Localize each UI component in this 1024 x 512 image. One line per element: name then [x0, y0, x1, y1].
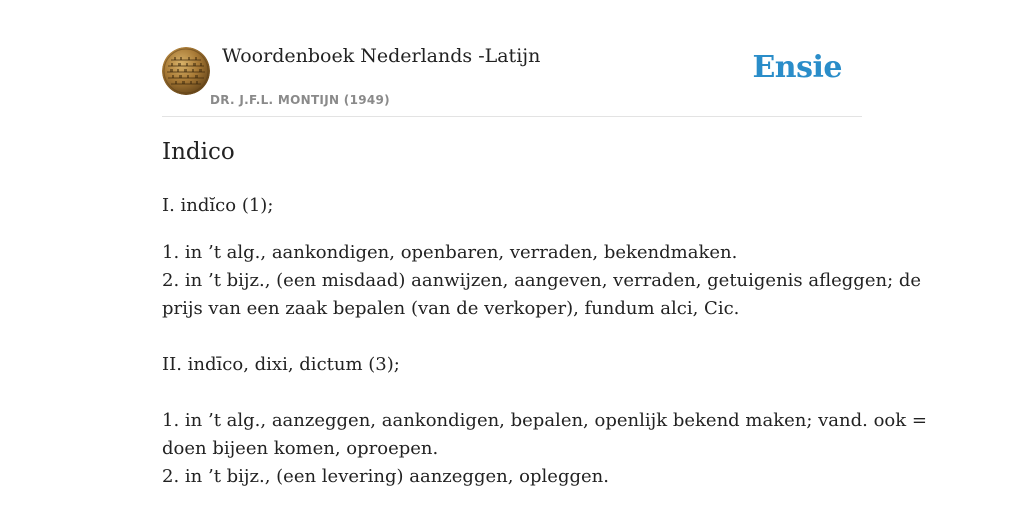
- brand-logo-link[interactable]: Ensie: [752, 50, 842, 85]
- author-byline: DR. J.F.L. MONTIJN (1949): [210, 93, 390, 107]
- definition-line: doen bijeen komen, oproepen.: [162, 438, 439, 459]
- latin-inscription-seal-icon: [162, 47, 210, 95]
- entry-title: Indico: [162, 139, 235, 165]
- definition-line: 2. in ’t bijz., (een misdaad) aanwijzen, aangeven, verraden, getuigenis afleggen; de: [162, 270, 922, 291]
- book-title: Woordenboek Nederlands -Latijn: [222, 45, 541, 67]
- definition-line: II. indīco, dixi, dictum (3);: [162, 354, 400, 375]
- site-header: [162, 0, 862, 117]
- definition-line: I. indĭco (1);: [162, 195, 274, 216]
- page: [162, 0, 927, 487]
- definition-line: 1. in ’t alg., aanzeggen, aankondigen, bepalen, openlijk bekend maken; vand. ook =: [162, 410, 927, 431]
- definition-line: prijs van een zaak bepalen (van de verkoper), fundum alci, Cic.: [162, 298, 740, 319]
- definition-line: 2. in ’t bijz., (een levering) aanzeggen, opleggen.: [162, 466, 609, 487]
- seal-icon: [162, 47, 210, 95]
- definition-line: 1. in ’t alg., aankondigen, openbaren, verraden, bekendmaken.: [162, 242, 738, 263]
